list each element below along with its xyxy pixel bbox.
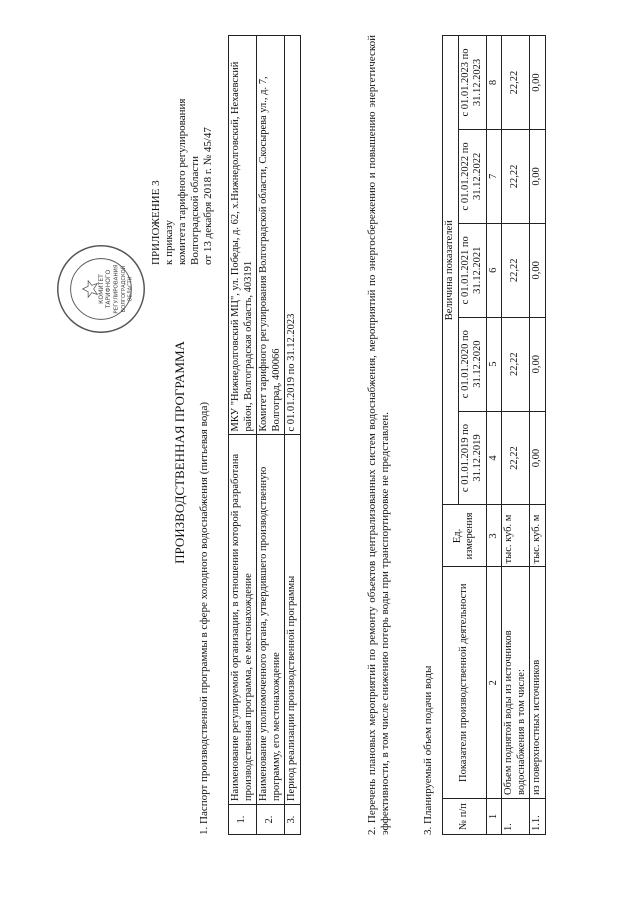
header-period: с 01.01.2021 по 31.12.2021	[458, 223, 486, 317]
col-number: 1	[486, 799, 502, 835]
table-row	[257, 36, 285, 835]
col-number: 6	[486, 223, 502, 317]
row-number: 2.	[257, 805, 285, 835]
appendix-line-5: от 13 декабря 2018 г. № 45/47	[202, 127, 214, 265]
row-value: 0,00	[530, 411, 546, 505]
row-value: Комитет тарифного регулирования Волгоградской области, Скосырева ул., д. 7, Волгоград, 400066	[257, 36, 285, 436]
stamp-text-5: ОБЛАСТИ	[127, 276, 134, 302]
official-seal-stamp	[55, 243, 147, 335]
table-row	[502, 36, 530, 835]
header-num: № п/п	[443, 799, 487, 835]
section-2-text: 2. Перечень плановых мероприятий по ремонту объектов централизованных систем водоснабжения, мероприятий по энергосбережению и повышению энергетической эффективности, в том числе снижению потерь воды при транспортировке не представлен.	[366, 35, 391, 835]
row-value: 22,22	[502, 411, 530, 505]
header-period: с 01.01.2019 по 31.12.2019	[458, 411, 486, 505]
table-row	[229, 36, 257, 835]
header-values-group: Величина показателей	[443, 36, 459, 505]
row-value: 22,22	[502, 36, 530, 130]
column-number-row	[486, 36, 502, 835]
section-3-heading: 3. Планируемый объем подачи воды	[422, 665, 434, 835]
row-value: 0,00	[530, 129, 546, 223]
appendix-line-1: ПРИЛОЖЕНИЕ 3	[150, 180, 162, 265]
row-value: 22,22	[502, 223, 530, 317]
water-volume-table	[442, 35, 546, 835]
stamp-text-3: РЕГУЛИРОВАНИЯ	[113, 264, 120, 314]
header-period: с 01.01.2023 по 31.12.2023	[458, 36, 486, 130]
col-number: 4	[486, 411, 502, 505]
col-number: 5	[486, 317, 502, 411]
row-number: 1.1.	[530, 799, 546, 835]
row-number: 3.	[285, 805, 301, 835]
row-value: с 01.01.2019 по 31.12.2023	[285, 36, 301, 436]
table-row	[530, 36, 546, 835]
row-number: 1.	[229, 805, 257, 835]
row-value: 22,22	[502, 317, 530, 411]
col-number: 7	[486, 129, 502, 223]
page-title: ПРОИЗВОДСТВЕННАЯ ПРОГРАММА	[172, 341, 187, 564]
col-number: 3	[486, 505, 502, 567]
row-indicator: из поверхностных источников	[530, 567, 546, 799]
row-value: 0,00	[530, 223, 546, 317]
stamp-text-1: КОМИТЕТ	[97, 274, 105, 304]
table-row	[285, 36, 301, 835]
col-number: 8	[486, 36, 502, 130]
row-indicator: Объем поднятой воды из источников водоснабжения в том числе:	[502, 567, 530, 799]
appendix-line-4: Волгоградской области	[189, 156, 201, 265]
header-period: с 01.01.2022 по 31.12.2022	[458, 129, 486, 223]
row-label: Наименование уполномоченного органа, утвердившего производственную программу, его местонахождение	[257, 435, 285, 805]
header-period: с 01.01.2020 по 31.12.2020	[458, 317, 486, 411]
table-header-row	[443, 36, 459, 835]
stamp-text-2: ТАРИФНОГО	[105, 269, 113, 309]
row-value: 0,00	[530, 36, 546, 130]
row-label: Наименование регулируемой организации, в отношении которой разработана производственная программа, ее местонахождение	[229, 435, 257, 805]
passport-table	[228, 35, 301, 835]
header-indicator: Показатели производственной деятельности	[443, 567, 487, 799]
row-number: 1.	[502, 799, 530, 835]
row-unit: тыс. куб. м	[502, 505, 530, 567]
row-value: 0,00	[530, 317, 546, 411]
row-value: 22,22	[502, 129, 530, 223]
col-number: 2	[486, 567, 502, 799]
appendix-line-2: к приказу	[163, 219, 175, 265]
row-value: МКУ "Нижнедолговский МЦ", ул. Победы, д. 62, х.Нижнедолговский, Нехаевский район, Волгоградская область, 403191	[229, 36, 257, 436]
appendix-line-3: комитета тарифного регулирования	[176, 98, 188, 265]
header-unit: Ед. измерения	[443, 505, 487, 567]
row-label: Период реализации производственной программы	[285, 435, 301, 805]
row-unit: тыс. куб. м	[530, 505, 546, 567]
stamp-text-4: ВОЛГОГРАДСКОЙ	[120, 265, 127, 313]
section-1-heading: 1. Паспорт производственной программы в сфере холодного водоснабжения (питьевая вода)	[198, 401, 210, 835]
